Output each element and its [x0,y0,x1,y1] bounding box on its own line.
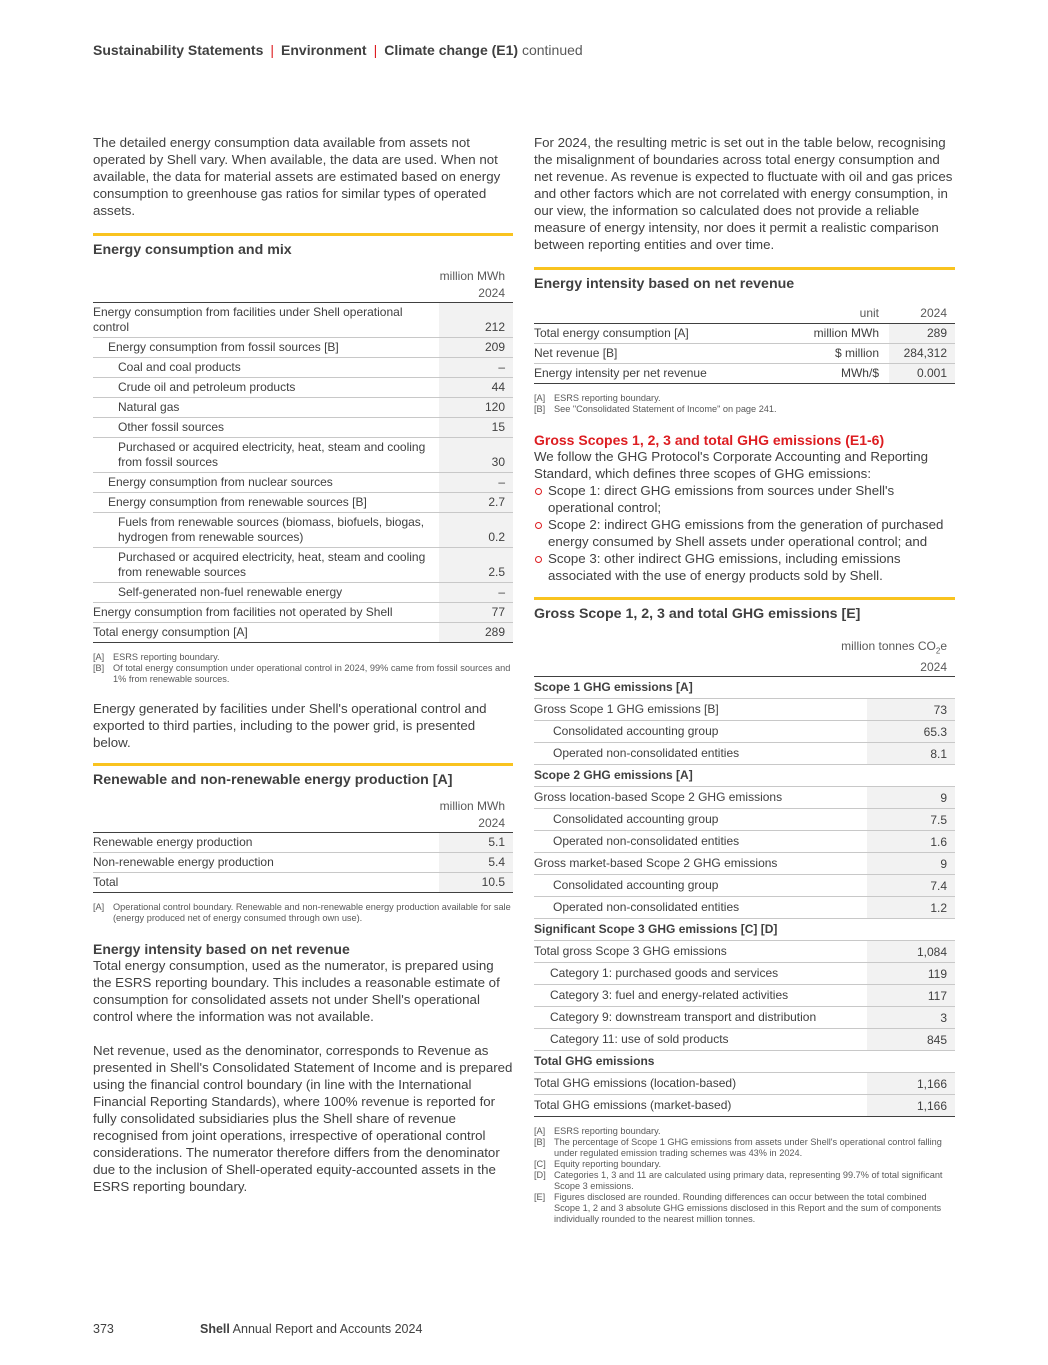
row-label: Total GHG emissions (location-based) [534,1073,867,1095]
breadcrumb-section[interactable]: Sustainability Statements [93,42,264,58]
row-label: Self-generated non-fuel renewable energy [93,583,439,603]
table-row [534,743,955,765]
table-row [534,897,955,919]
ghg-heading: Gross Scopes 1, 2, 3 and total GHG emissions (E1-6) [534,432,885,448]
row-unit: $ million [769,344,889,364]
right-column [534,134,955,1225]
breadcrumb [93,42,583,58]
row-label: Coal and coal products [93,358,439,378]
row-label: Energy intensity per net revenue [534,364,769,384]
row-label: Category 9: downstream transport and distribution [534,1007,867,1029]
exported-energy-paragraph: Energy generated by facilities under Shell's operational control and exported to third parties, including to the power grid, is presented below. [93,701,487,750]
table-row [534,985,955,1007]
footnote [93,663,513,685]
row-value: 10.5 [439,873,513,893]
row-label: Consolidated accounting group [534,875,867,897]
table-row [534,787,955,809]
footnote-tag: [B] [93,663,105,673]
row-value: 120 [439,398,513,418]
table-row [93,603,513,623]
row-label: Gross market-based Scope 2 GHG emissions [534,853,867,875]
breadcrumb-topic[interactable]: Environment [281,42,367,58]
page-footer [93,1322,422,1336]
row-value: 73 [867,699,955,721]
row-unit: million MWh [769,324,889,344]
footnote-tag: [B] [534,404,546,414]
row-value: 7.4 [867,875,955,897]
table-row [534,1095,955,1117]
table-row [93,548,513,583]
row-label: Gross location-based Scope 2 GHG emissions [534,787,867,809]
row-value: – [439,358,513,378]
footnote-text: Operational control boundary. Renewable and non-renewable energy production available for sale (energy produced net of energy consumed through own use). [113,902,511,923]
footnote [534,1170,955,1192]
intensity-heading: Energy intensity based on net revenue [93,941,350,957]
row-label: Operated non-consolidated entities [534,743,867,765]
row-value: 845 [867,1029,955,1051]
row-label: Energy consumption from facilities not operated by Shell [93,603,439,623]
production-table-year: 2024 [93,813,513,833]
table-row [93,378,513,398]
row-label: Other fossil sources [93,418,439,438]
row-label: Net revenue [B] [534,344,769,364]
table-row [93,438,513,473]
row-label: Total [93,873,439,893]
table-row [93,418,513,438]
breadcrumb-continued: continued [521,42,583,58]
row-value [867,919,955,941]
row-label: Category 1: purchased goods and services [534,963,867,985]
table-row [534,1029,955,1051]
unit-suffix: e [940,639,947,653]
table-section-row [534,1051,955,1073]
table-row [93,473,513,493]
row-label: Fuels from renewable sources (biomass, biofuels, biogas, hydrogen from renewable sources) [93,513,439,548]
footnote-text: Of total energy consumption under operational control in 2024, 99% came from fossil sources and 1% from renewable sources. [113,663,511,684]
row-label: Energy consumption from fossil sources [B] [93,338,439,358]
row-label: Category 3: fuel and energy-related activities [534,985,867,1007]
energy-intensity-table [534,304,955,384]
energy-production-table [93,833,513,893]
year-column-header: 2024 [889,304,955,324]
footnote-text: Equity reporting boundary. [554,1159,662,1170]
row-value: 77 [439,603,513,623]
footnote [534,404,955,415]
footnote-text: ESRS reporting boundary. [554,393,661,403]
table-row [534,1073,955,1095]
row-value: 1,084 [867,941,955,963]
row-label: Category 11: use of sold products [534,1029,867,1051]
row-unit: MWh/$ [769,364,889,384]
row-label: Total GHG emissions (market-based) [534,1095,867,1117]
footnote-tag: [C] [534,1159,546,1170]
row-label: Consolidated accounting group [534,721,867,743]
row-value: 289 [439,623,513,643]
row-value: 117 [867,985,955,1007]
energy-table-notes [93,652,513,685]
intensity-intro-paragraph: For 2024, the resulting metric is set out in the table below, recognising the misalignment of boundaries across total energy consumption and net revenue. As revenue is expected to fluctuate with oil and gas prices and other factors which are not correlated with energy consumption, in our view, the information so calculated does not provide a reliable measure of energy intensity, nor does it permit a realistic comparison between reporting entities and over time. [534,135,953,252]
footnote-tag: [D] [534,1170,546,1181]
table-row [534,941,955,963]
footnote-text: ESRS reporting boundary. [554,1126,661,1137]
energy-table-title: Energy consumption and mix [93,233,513,258]
table-row [534,721,955,743]
breadcrumb-separator: | [270,42,275,58]
table-row [93,513,513,548]
intensity-paragraph-1: Total energy consumption, used as the numerator, is prepared using the ESRS reporting boundary. This includes a reasonable estimate of consumption for consolidated assets not under Shell's operational control where the information was not available. [93,958,500,1024]
row-label: Purchased or acquired electricity, heat, steam and cooling from renewable sources [93,548,439,583]
ghg-paragraph: We follow the GHG Protocol's Corporate Accounting and Reporting Standard, which defines three scopes of GHG emissions: [534,449,929,481]
row-label: Total energy consumption [A] [93,623,439,643]
table-section-row [534,765,955,787]
left-column [93,134,513,1195]
footnote [534,393,955,404]
row-label: Non-renewable energy production [93,853,439,873]
table-row [93,623,513,643]
footnote [534,1126,955,1137]
row-value: – [439,473,513,493]
row-label: Natural gas [93,398,439,418]
ghg-emissions-table [534,677,955,1117]
row-value: 284,312 [889,344,955,364]
footnote-text: ESRS reporting boundary. [113,652,220,662]
row-value: 30 [439,438,513,473]
footnote-tag: [B] [534,1137,546,1148]
row-value: 44 [439,378,513,398]
energy-table-unit: million MWh [439,269,505,283]
row-label: Purchased or acquired electricity, heat, steam and cooling from fossil sources [93,438,439,473]
row-value: 209 [439,338,513,358]
scope-bullet-list [534,482,955,584]
row-value: 1.2 [867,897,955,919]
row-value: 9 [867,853,955,875]
table-row [93,493,513,513]
footnote-tag: [A] [534,1126,546,1137]
row-value: 0.001 [889,364,955,384]
intensity-paragraph-2: Net revenue, used as the denominator, corresponds to Revenue as presented in Shell's Consolidated Statement of Income and is prepared using the financial control boundary (in line with the International Financial Reporting Standards), where 100% revenue is reported for fully consolidated subsidiaries plus the Shell share of revenue recognised from joint operations, irrespective of operational control considerations. The numerator therefore differs from the denominator due to the inclusion of Shell-operated equity-accounted assets in the ESRS reporting boundary. [93,1043,513,1194]
row-label: Operated non-consolidated entities [534,897,867,919]
table-row [534,1007,955,1029]
table-row [93,833,513,853]
row-label: Energy consumption from facilities under Shell operational control [93,303,439,338]
table-row [534,963,955,985]
row-value: 15 [439,418,513,438]
footnote-tag: [A] [534,393,546,403]
row-value: 65.3 [867,721,955,743]
row-value: 1,166 [867,1095,955,1117]
table-row [93,338,513,358]
breadcrumb-separator: | [373,42,378,58]
table-row [93,853,513,873]
row-value: 9 [867,787,955,809]
row-value [867,677,955,699]
table-row [534,324,955,344]
list-item: Scope 2: indirect GHG emissions from the generation of purchased energy consumed by Shell assets under operational control; and [534,516,955,550]
table-row [93,358,513,378]
row-label: Crude oil and petroleum products [93,378,439,398]
table-row [93,303,513,338]
intro-paragraph: The detailed energy consumption data available from assets not operated by Shell vary. When available, the data are used. When not available, the data for material assets are estimated based on energy consumption to greenhouse gas ratios for similar types of operated assets. [93,135,501,218]
footnote [93,652,513,663]
footnote-text: Figures disclosed are rounded. Rounding differences can occur between the total combined Scope 1, 2 and 3 absolute GHG emissions disclosed in this Report and the sum of components individually rounded to the nearest million tonnes. [554,1192,942,1225]
row-value [867,765,955,787]
table-row [93,583,513,603]
row-label: Consolidated accounting group [534,809,867,831]
row-value: 2.7 [439,493,513,513]
table-row [534,699,955,721]
table-section-row [534,919,955,941]
footnote-tag: [E] [534,1192,546,1203]
ghg-table-year: 2024 [534,657,955,677]
breadcrumb-subtopic[interactable]: Climate change (E1) [384,42,519,58]
table-row [534,831,955,853]
row-label: Total energy consumption [A] [534,324,769,344]
list-item: Scope 3: other indirect GHG emissions, including emissions associated with the use of energy products sold by Shell. [534,550,955,584]
footer-publication: Annual Report and Accounts 2024 [232,1322,423,1336]
row-value: 1,166 [867,1073,955,1095]
row-label: Scope 2 GHG emissions [A] [534,765,867,787]
ghg-table-title: Gross Scope 1, 2, 3 and total GHG emissions [E] [534,597,955,622]
row-value: 5.4 [439,853,513,873]
ghg-table-unit [534,639,955,655]
footnote [93,902,513,924]
table-row [534,344,955,364]
footnote-text: The percentage of Scope 1 GHG emissions from assets under Shell's operational control falling under regulated emission trading schemes was 43% in 2024. [554,1137,942,1159]
table-row [93,873,513,893]
row-label: Energy consumption from renewable sources [B] [93,493,439,513]
footnote [534,1137,955,1159]
row-value: 8.1 [867,743,955,765]
production-table-title: Renewable and non-renewable energy production [A] [93,763,513,788]
table-section-row [534,677,955,699]
row-value [867,1051,955,1073]
table-row [534,364,955,384]
row-label: Total GHG emissions [534,1051,867,1073]
row-value: 5.1 [439,833,513,853]
intensity-table-notes [534,393,955,415]
row-value: 7.5 [867,809,955,831]
table-row [534,853,955,875]
page-number: 373 [93,1322,114,1336]
table-row [534,875,955,897]
row-value: 3 [867,1007,955,1029]
row-value: 119 [867,963,955,985]
energy-consumption-table [93,303,513,643]
table-header-row [534,304,955,324]
footnote-tag: [A] [93,902,105,912]
energy-table-year: 2024 [93,283,513,303]
table-row [534,809,955,831]
intensity-table-title: Energy intensity based on net revenue [534,267,955,292]
row-value: 1.6 [867,831,955,853]
footnote-tag: [A] [93,652,105,662]
row-value: 2.5 [439,548,513,583]
unit-column-header: unit [769,304,889,324]
row-label: Total gross Scope 3 GHG emissions [534,941,867,963]
row-label: Scope 1 GHG emissions [A] [534,677,867,699]
table-row [93,398,513,418]
production-table-notes [93,902,513,924]
row-value: 0.2 [439,513,513,548]
unit-text: million tonnes CO [841,639,936,653]
unit-subscript: 2 [935,646,941,656]
row-label: Significant Scope 3 GHG emissions [C] [D] [534,919,867,941]
footnote-text: See "Consolidated Statement of Income" on page 241. [554,404,777,414]
row-label: Operated non-consolidated entities [534,831,867,853]
footer-brand: Shell [200,1322,230,1336]
row-label: Gross Scope 1 GHG emissions [B] [534,699,867,721]
footnote [534,1159,955,1170]
ghg-table-notes [534,1126,955,1225]
production-table-unit: million MWh [439,799,505,813]
footnote [534,1192,955,1225]
row-value: – [439,583,513,603]
row-label: Renewable energy production [93,833,439,853]
row-value: 289 [889,324,955,344]
row-value: 212 [439,303,513,338]
list-item: Scope 1: direct GHG emissions from sources under Shell's operational control; [534,482,955,516]
footnote-text: Categories 1, 3 and 11 are calculated using primary data, representing 99.7% of total significant Scope 3 emissions. [554,1170,943,1192]
row-label: Energy consumption from nuclear sources [93,473,439,493]
